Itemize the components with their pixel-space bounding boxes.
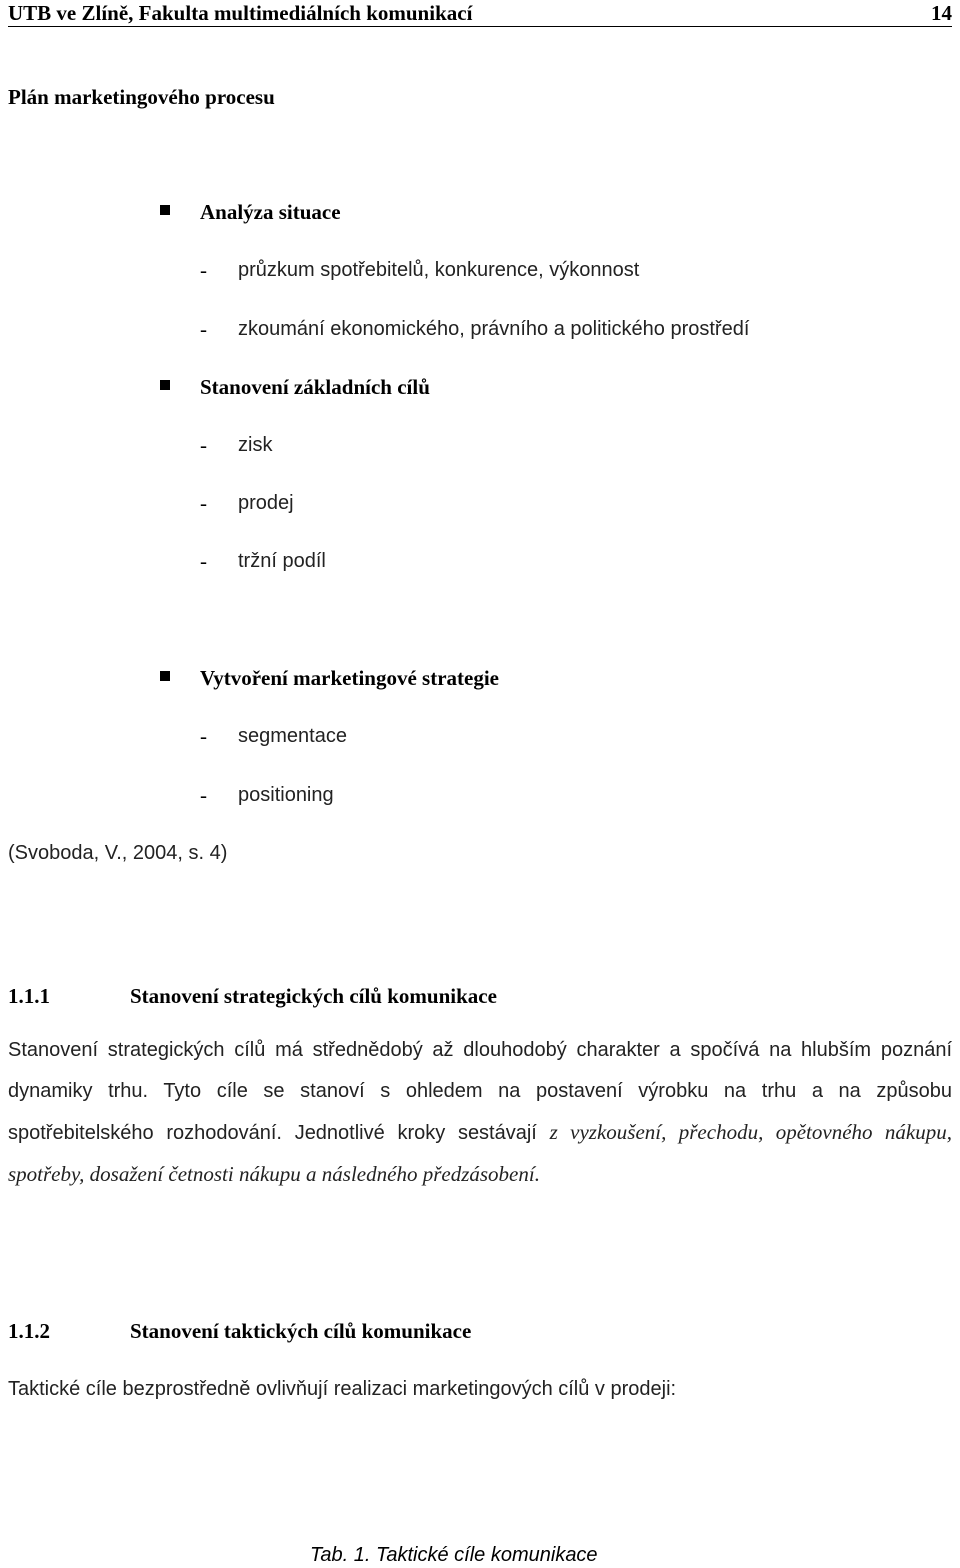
section-paragraph: Taktické cíle bezprostředně ovlivňují realizaci marketingových cílů v prodeji: bbox=[8, 1378, 677, 1400]
header-title: UTB ve Zlíně, Fakulta multimediálních komunikací bbox=[8, 1, 473, 25]
section-number: 1.1.1 bbox=[8, 984, 50, 1008]
group-title-analysis: Analýza situace bbox=[200, 200, 341, 224]
list-item: positioning bbox=[238, 784, 334, 806]
dash-marker: - bbox=[200, 317, 207, 341]
bullet-square-icon bbox=[160, 671, 170, 681]
dash-marker: - bbox=[200, 491, 207, 515]
group-title-strategy: Vytvoření marketingové strategie bbox=[200, 666, 499, 690]
bullet-square-icon bbox=[160, 205, 170, 215]
section-number: 1.1.2 bbox=[8, 1319, 50, 1343]
list-item: průzkum spotřebitelů, konkurence, výkonnost bbox=[238, 259, 640, 281]
dash-marker: - bbox=[200, 783, 207, 807]
list-item: zkoumání ekonomického, právního a politického prostředí bbox=[238, 318, 750, 340]
list-item: prodej bbox=[238, 492, 294, 514]
list-item: zisk bbox=[238, 434, 273, 456]
list-item: segmentace bbox=[238, 725, 347, 747]
list-item: tržní podíl bbox=[238, 550, 326, 572]
table-caption: Tab. 1. Taktické cíle komunikace bbox=[310, 1544, 598, 1566]
page-number: 14 bbox=[931, 1, 952, 25]
section-title: Stanovení strategických cílů komunikace bbox=[130, 984, 497, 1008]
dash-marker: - bbox=[200, 258, 207, 282]
citation: (Svoboda, V., 2004, s. 4) bbox=[8, 842, 228, 864]
group-title-goals: Stanovení základních cílů bbox=[200, 375, 430, 399]
dash-marker: - bbox=[200, 433, 207, 457]
bullet-square-icon bbox=[160, 380, 170, 390]
paragraph-italic-text: z vyzkoušení, přechodu, opětovného nákupu, spotřeby, dosažení četnosti nákupu a následného předzásobení. bbox=[8, 1120, 952, 1186]
paragraph-text: Stanovení strategických cílů má střednědobý až dlouhodobý charakter a spočívá na hlubším poznání dynamiky trhu. Tyto cíle se stanoví s ohledem na postavení výrobku na trhu a na způsobu spotřebitelského rozhodování. Jednotlivé kroky sestávají bbox=[8, 1039, 952, 1144]
section-paragraph bbox=[8, 1030, 952, 1196]
section-title: Stanovení taktických cílů komunikace bbox=[130, 1319, 472, 1343]
plan-heading: Plán marketingového procesu bbox=[8, 85, 275, 109]
dash-marker: - bbox=[200, 724, 207, 748]
dash-marker: - bbox=[200, 549, 207, 573]
page-header bbox=[8, 0, 952, 27]
